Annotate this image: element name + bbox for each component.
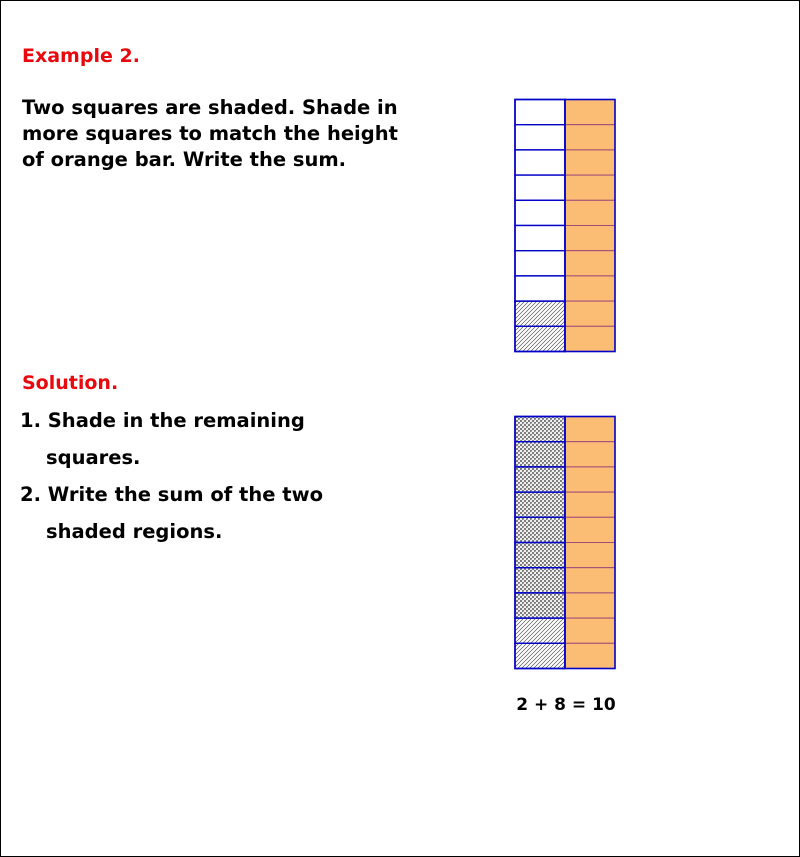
problem-bar-square <box>515 326 565 351</box>
problem-line-2: more squares to match the height <box>22 122 398 145</box>
solution-bar-orange-square <box>565 543 615 568</box>
problem-bar-square <box>515 301 565 326</box>
step-1-line-2: squares. <box>46 446 141 469</box>
problem-bar-orange-square <box>565 226 615 251</box>
problem-bar-square <box>515 125 565 150</box>
solution-bar-model <box>515 417 615 669</box>
problem-bar-square <box>515 150 565 175</box>
solution-bar-orange-square <box>565 643 615 668</box>
problem-bar-square <box>515 200 565 225</box>
problem-bar-square <box>515 175 565 200</box>
problem-bar-orange-square <box>565 100 615 125</box>
solution-bar-square <box>515 417 565 442</box>
solution-bar-orange-square <box>565 568 615 593</box>
step-2-line-2: shaded regions. <box>46 520 223 543</box>
problem-bar-square <box>515 276 565 301</box>
solution-bar-orange-square <box>565 492 615 517</box>
problem-bar-square <box>515 100 565 125</box>
solution-bar-orange-square <box>565 467 615 492</box>
solution-bar-square <box>515 543 565 568</box>
bar-models <box>1 1 799 856</box>
problem-line-3: of orange bar. Write the sum. <box>22 148 347 171</box>
step-1-line-1: 1. Shade in the remaining <box>20 409 305 432</box>
solution-bar-square <box>515 593 565 618</box>
problem-bar-orange-square <box>565 301 615 326</box>
sum-equation: 2 + 8 = 10 <box>516 695 616 715</box>
problem-bar-orange-square <box>565 150 615 175</box>
solution-bar-square <box>515 618 565 643</box>
solution-bar-square <box>515 517 565 542</box>
step-2-line-1: 2. Write the sum of the two <box>20 483 324 506</box>
problem-bar-orange-square <box>565 326 615 351</box>
example-heading: Example 2. <box>22 45 140 67</box>
solution-heading: Solution. <box>22 372 119 394</box>
problem-bar-square <box>515 226 565 251</box>
solution-bar-orange-square <box>565 517 615 542</box>
problem-bar-orange-square <box>565 251 615 276</box>
problem-bar-orange-square <box>565 175 615 200</box>
solution-bar-square <box>515 492 565 517</box>
problem-bar-model <box>515 100 615 352</box>
solution-bar-square <box>515 467 565 492</box>
solution-bar-square <box>515 643 565 668</box>
problem-bar-orange-square <box>565 200 615 225</box>
problem-line-1: Two squares are shaded. Shade in <box>22 96 398 119</box>
solution-bar-orange-square <box>565 442 615 467</box>
solution-bar-square <box>515 568 565 593</box>
problem-bar-orange-square <box>565 276 615 301</box>
solution-bar-orange-square <box>565 618 615 643</box>
solution-bar-orange-square <box>565 593 615 618</box>
solution-bar-square <box>515 442 565 467</box>
solution-bar-orange-square <box>565 417 615 442</box>
problem-bar-orange-square <box>565 125 615 150</box>
problem-bar-square <box>515 251 565 276</box>
